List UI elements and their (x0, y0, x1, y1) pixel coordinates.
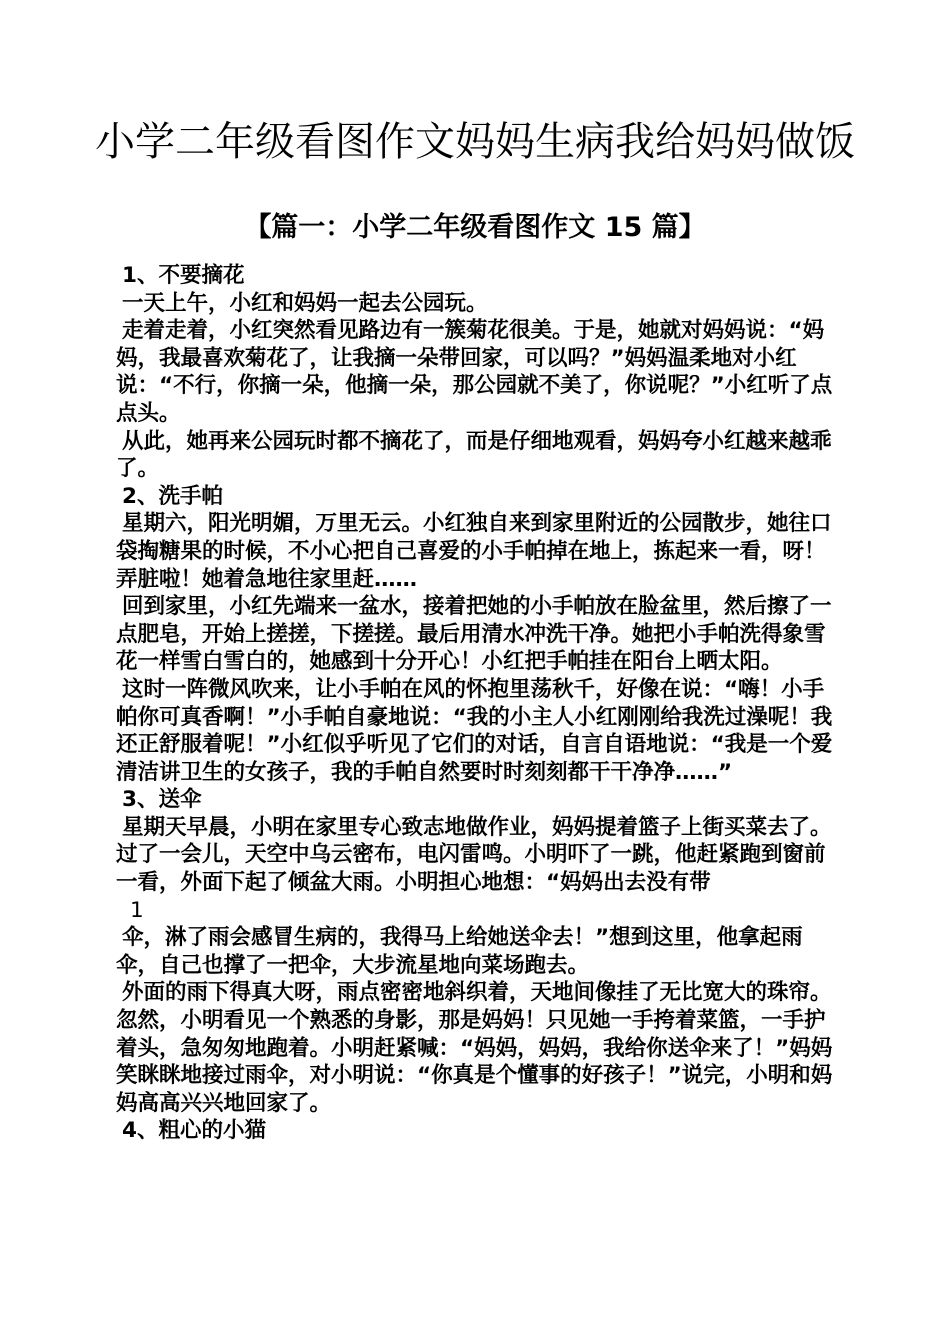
page-number: 1 (130, 897, 144, 923)
paragraph: 星期六，阳光明媚，万里无云。小红独自来到家里附近的公园散步，她往口袋掏糖果的时候，不小心把自己喜爱的小手帕掉在地上，拣起来一看，呀！弄脏啦！她着急地往家里赶…… (116, 511, 832, 592)
paragraph: 星期天早晨，小明在家里专心致志地做作业，妈妈提着篮子上街买菜去了。过了一会儿，天空中乌云密布，电闪雷鸣。小明吓了一跳，他赶紧跑到窗前一看，外面下起了倾盆大雨。小明担心地想：“妈妈出去没有带 (116, 814, 832, 896)
paragraph: 从此，她再来公园玩时都不摘花了，而是仔细地观看，妈妈夸小红越来越乖了。 (116, 428, 832, 482)
paragraph: 这时一阵微风吹来，让小手帕在风的怀抱里荡秋千，好像在说：“嗨！小手帕你可真香啊！”小手帕自豪地说：“我的小主人小红刚刚给我洗过澡呢！我还正舒服着呢！”小红似乎听见了它们的对话，自言自语地说：“我是一个爱清洁讲卫生的女孩子，我的手帕自然要时时刻刻都干干净净……” (116, 676, 833, 785)
page-subtitle: 【篇一：小学二年级看图作文 15 篇】 (244, 212, 706, 243)
paragraph: 伞，淋了雨会感冒生病的，我得马上给她送伞去！”想到这里，他拿起雨伞，自己也撑了一把伞，大步流星地向菜场跑去。 (116, 925, 803, 978)
paragraph: 一天上午，小红和妈妈一起去公园玩。 (122, 290, 488, 316)
paragraph: 外面的雨下得真大呀，雨点密密地斜织着，天地间像挂了无比宽大的珠帘。忽然，小明看见一个熟悉的身影，那是妈妈！只见她一手挎着菜篮，一手护着头，急匆匆地跑着。小明赶紧喊：“妈妈，妈妈，我给你送伞来了！”妈妈笑眯眯地接过雨伞，对小明说：“你真是个懂事的好孩子！”说完，小明和妈妈高高兴兴地回家了。 (116, 980, 833, 1116)
paragraph: 走着走着，小红突然看见路边有一簇菊花很美。于是，她就对妈妈说：“妈妈，我最喜欢菊花了，让我摘一朵带回家，可以吗？”妈妈温柔地对小红说：“不行，你摘一朵，他摘一朵，那公园就不美了，你说呢？”小红听了点点头。 (116, 318, 833, 426)
paragraph: 回到家里，小红先端来一盆水，接着把她的小手帕放在脸盆里，然后擦了一点肥皂，开始上搓搓，下搓搓。最后用清水冲洗干净。她把小手帕洗得象雪花一样雪白雪白的，她感到十分开心！小红把手帕挂在阳台上晒太阳。 (116, 594, 832, 675)
section-heading: 1、不要摘花 (122, 263, 245, 288)
section-heading: 3、送伞 (122, 787, 202, 813)
page-title: 小学二年级看图作文妈妈生病我给妈妈做饭 (95, 119, 855, 165)
section-heading: 2、洗手帕 (122, 483, 223, 509)
document-body (116, 262, 838, 1145)
section-heading: 4、粗心的小猫 (122, 1118, 266, 1144)
